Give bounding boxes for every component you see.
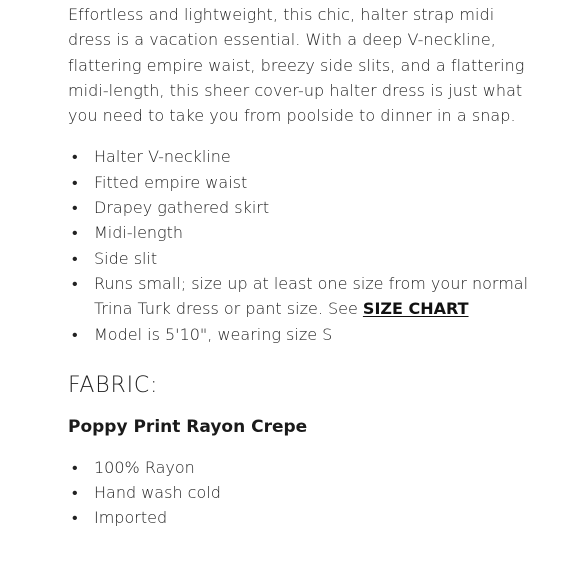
- list-item: [68, 220, 538, 245]
- list-item: [68, 322, 538, 347]
- bullet-icon: •: [72, 147, 78, 167]
- bullet-icon: •: [72, 223, 78, 243]
- feature-text: Side slit: [94, 248, 158, 268]
- bullet-icon: •: [72, 508, 78, 528]
- fabric-name: Poppy Print Rayon Crepe: [68, 416, 308, 437]
- feature-list: [68, 144, 538, 346]
- model-info: Model is 5'10", wearing size S: [94, 324, 333, 344]
- list-item: [68, 246, 538, 271]
- fabric-item-text: Hand wash cold: [94, 483, 221, 503]
- list-item: [68, 170, 538, 195]
- list-item: [68, 455, 538, 480]
- list-item: [68, 505, 538, 530]
- feature-text: Halter V-neckline: [94, 147, 231, 167]
- bullet-icon: •: [72, 483, 78, 503]
- fabric-list: [68, 455, 538, 531]
- feature-text: Fitted empire waist: [94, 172, 248, 192]
- sizing-note: Runs small; size up at least one size from your normal Trina Turk dress or pant size. See: [94, 273, 529, 319]
- bullet-icon: •: [72, 457, 78, 477]
- bullet-icon: •: [72, 273, 78, 293]
- list-item: [68, 144, 538, 169]
- feature-text: Midi-length: [94, 223, 184, 243]
- list-item: [68, 271, 538, 322]
- bullet-icon: •: [72, 172, 78, 192]
- product-description: Effortless and lightweight, this chic, halter strap midi dress is a vacation essential. With a deep V-neckline, flattering empire waist, breezy side slits, and a flattering midi-length, this sheer cover-up halter dress is just what you need to take you from poolside to dinner in a snap.: [68, 5, 525, 126]
- fabric-item-text: 100% Rayon: [94, 457, 195, 477]
- bullet-icon: •: [72, 248, 78, 268]
- bullet-icon: •: [72, 324, 78, 344]
- size-chart-link[interactable]: SIZE CHART: [362, 299, 469, 319]
- list-item: [68, 480, 538, 505]
- product-details: [68, 0, 538, 531]
- bullet-icon: •: [72, 198, 78, 218]
- fabric-heading: FABRIC:: [68, 372, 159, 398]
- feature-text: Drapey gathered skirt: [94, 198, 270, 218]
- fabric-item-text: Imported: [94, 508, 168, 528]
- list-item: [68, 195, 538, 220]
